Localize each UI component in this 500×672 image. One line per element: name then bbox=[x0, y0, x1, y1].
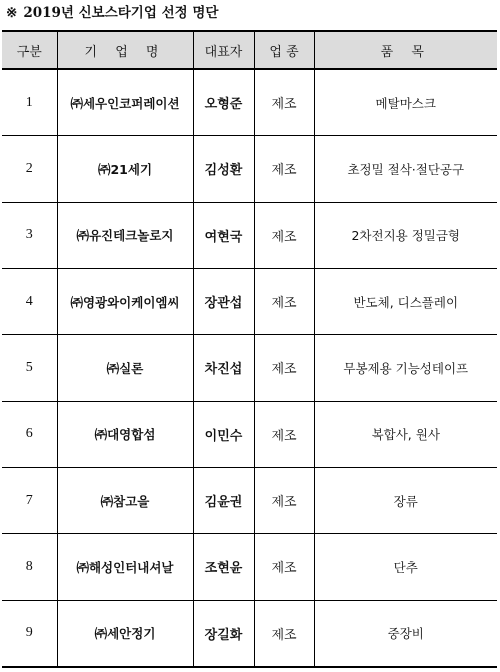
company-name: ㈜영광와이케이엠씨 bbox=[57, 268, 193, 334]
company-name: ㈜세우인코퍼레이션 bbox=[57, 69, 193, 136]
ceo-name: 장길화 bbox=[193, 600, 254, 667]
table-row bbox=[2, 136, 497, 202]
product: 메탈마스크 bbox=[314, 69, 497, 136]
industry: 제조 bbox=[254, 69, 314, 136]
ceo-name: 김성환 bbox=[193, 136, 254, 202]
company-name: ㈜21세기 bbox=[57, 136, 193, 202]
company-name: ㈜대영합섬 bbox=[57, 401, 193, 467]
reference-mark: ※ bbox=[6, 5, 18, 21]
row-number: 3 bbox=[2, 202, 57, 268]
table-row bbox=[2, 401, 497, 467]
industry: 제조 bbox=[254, 335, 314, 401]
selection-list-table bbox=[2, 30, 497, 668]
row-number: 6 bbox=[2, 401, 57, 467]
title-text: 2019년 신보스타기업 선정 명단 bbox=[23, 5, 219, 21]
header-ceo: 대표자 bbox=[193, 31, 254, 69]
row-number: 7 bbox=[2, 467, 57, 533]
company-name: ㈜유진테크놀로지 bbox=[57, 202, 193, 268]
product: 복합사, 원사 bbox=[314, 401, 497, 467]
header-no: 구분 bbox=[2, 31, 57, 69]
ceo-name: 장관섭 bbox=[193, 268, 254, 334]
table-row bbox=[2, 69, 497, 136]
ceo-name: 여현국 bbox=[193, 202, 254, 268]
header-row bbox=[2, 31, 497, 69]
industry: 제조 bbox=[254, 136, 314, 202]
company-name: ㈜세안정기 bbox=[57, 600, 193, 667]
ceo-name: 오형준 bbox=[193, 69, 254, 136]
table-row bbox=[2, 600, 497, 667]
table-row bbox=[2, 467, 497, 533]
table-row bbox=[2, 202, 497, 268]
company-name: ㈜참고을 bbox=[57, 467, 193, 533]
row-number: 1 bbox=[2, 69, 57, 136]
industry: 제조 bbox=[254, 268, 314, 334]
company-name: ㈜실론 bbox=[57, 335, 193, 401]
ceo-name: 조현윤 bbox=[193, 534, 254, 600]
ceo-name: 차진섭 bbox=[193, 335, 254, 401]
product: 반도체, 디스플레이 bbox=[314, 268, 497, 334]
header-company: 기 업 명 bbox=[57, 31, 193, 69]
ceo-name: 김윤권 bbox=[193, 467, 254, 533]
industry: 제조 bbox=[254, 467, 314, 533]
industry: 제조 bbox=[254, 401, 314, 467]
row-number: 8 bbox=[2, 534, 57, 600]
industry: 제조 bbox=[254, 202, 314, 268]
product: 단추 bbox=[314, 534, 497, 600]
product: 장류 bbox=[314, 467, 497, 533]
row-number: 4 bbox=[2, 268, 57, 334]
table-row bbox=[2, 268, 497, 334]
row-number: 9 bbox=[2, 600, 57, 667]
header-product: 품 목 bbox=[314, 31, 497, 69]
table-row bbox=[2, 534, 497, 600]
product: 무봉제용 기능성테이프 bbox=[314, 335, 497, 401]
product: 초정밀 절삭·절단공구 bbox=[314, 136, 497, 202]
table-row bbox=[2, 335, 497, 401]
industry: 제조 bbox=[254, 600, 314, 667]
company-name: ㈜해성인터내셔날 bbox=[57, 534, 193, 600]
row-number: 2 bbox=[2, 136, 57, 202]
header-industry: 업 종 bbox=[254, 31, 314, 69]
page-title bbox=[6, 3, 218, 23]
product: 2차전지용 정밀금형 bbox=[314, 202, 497, 268]
product: 중장비 bbox=[314, 600, 497, 667]
ceo-name: 이민수 bbox=[193, 401, 254, 467]
row-number: 5 bbox=[2, 335, 57, 401]
industry: 제조 bbox=[254, 534, 314, 600]
